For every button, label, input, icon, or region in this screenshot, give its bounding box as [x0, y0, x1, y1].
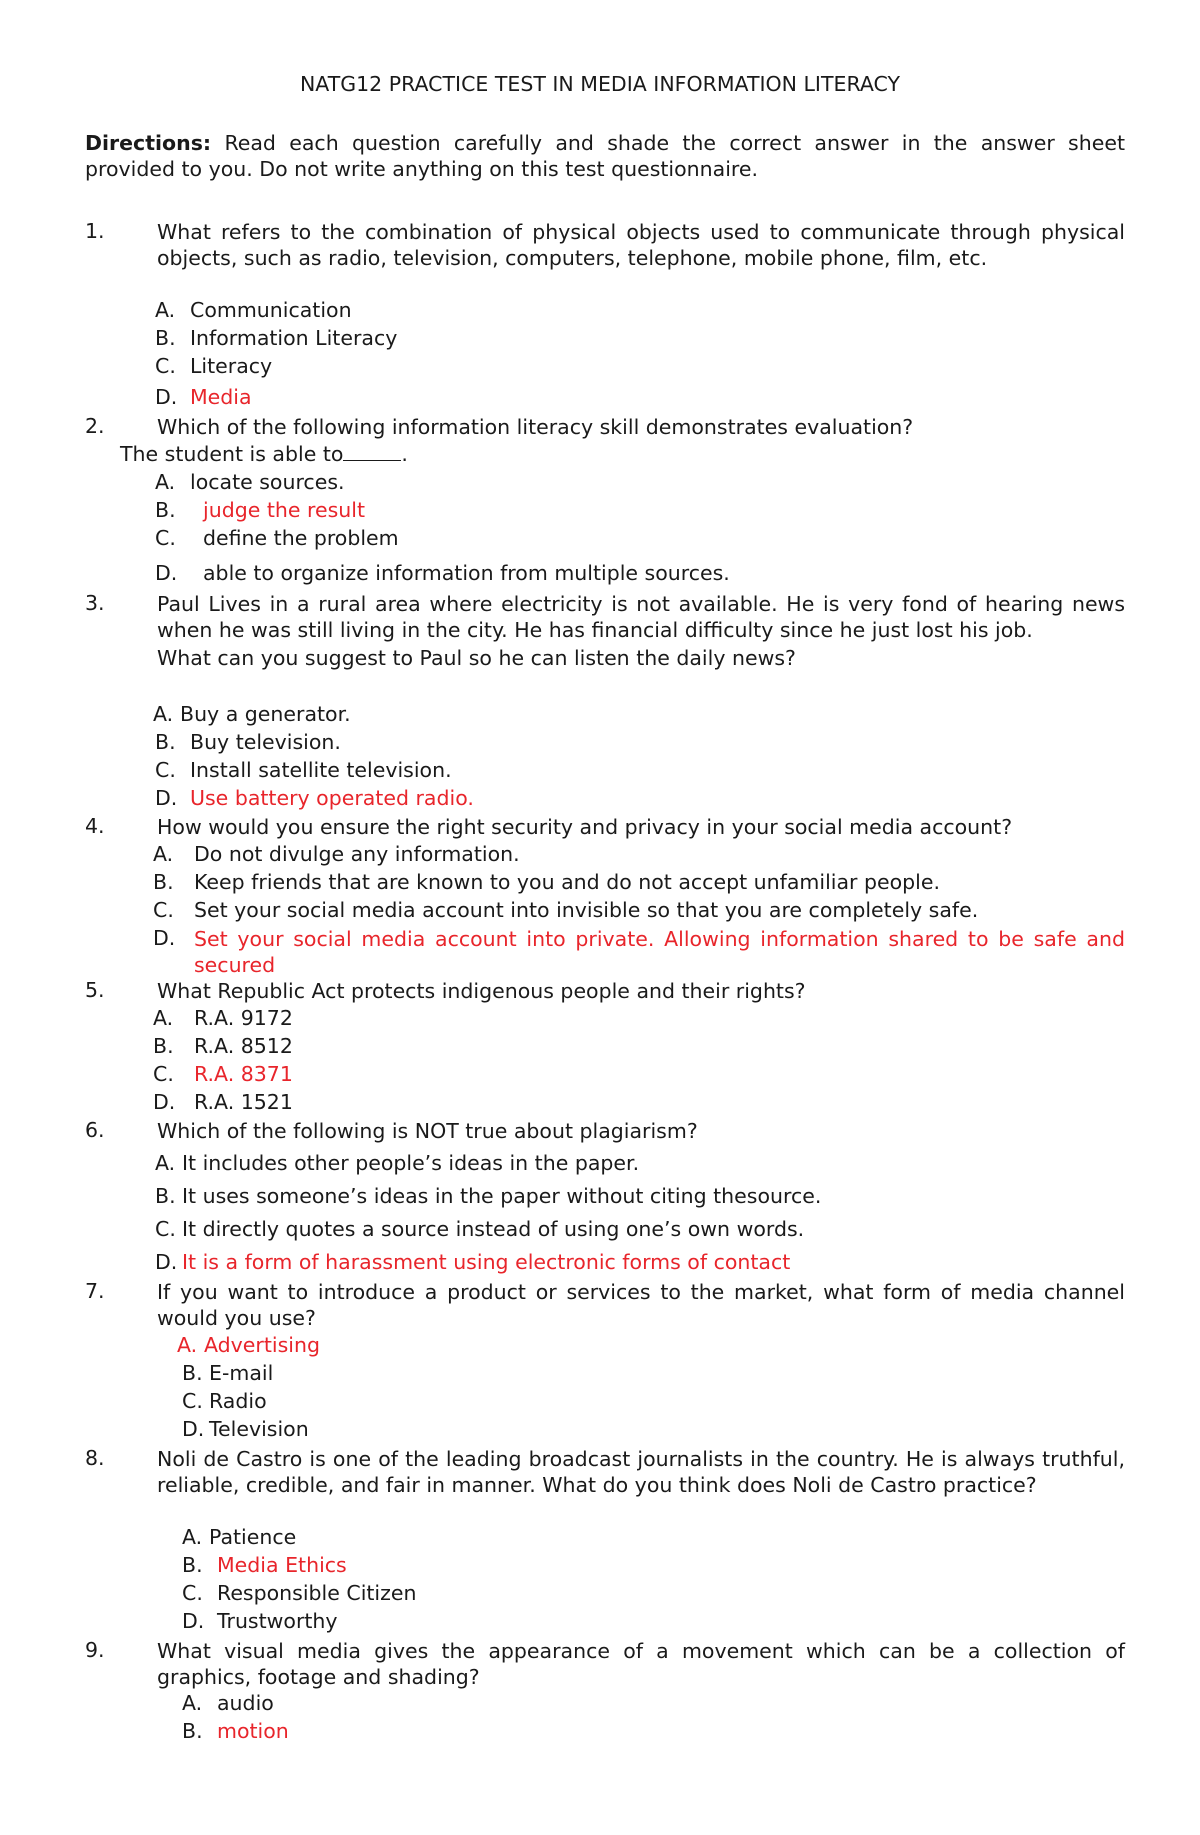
- q6-option-d: D. It is a form of harassment using electronic forms of contact: [155, 1250, 791, 1274]
- q7-option-a: A. Advertising: [177, 1333, 320, 1357]
- page-title: NATG12 PRACTICE TEST IN MEDIA INFORMATION LITERACY: [299, 72, 901, 96]
- q8-option-a: A. Patience: [182, 1525, 297, 1549]
- question-text: What visual media gives the appearance of a movement which can be a collection of graphics, footage and shading?: [157, 1639, 1125, 1689]
- question-9: [85, 1638, 1125, 1690]
- question-number: 4.: [85, 814, 105, 838]
- directions-label: Directions:: [85, 131, 212, 155]
- q1-option-c: C. Literacy: [155, 354, 273, 378]
- q7-option-d: D. Television: [182, 1417, 309, 1441]
- question-6: [85, 1118, 1125, 1144]
- q3-option-c: C. Install satellite television.: [155, 758, 452, 782]
- q1-option-d: D. Media: [155, 385, 252, 409]
- question-number: 8.: [85, 1446, 105, 1470]
- question-text: Which of the following is NOT true about plagiarism?: [157, 1119, 698, 1143]
- question-number: 5.: [85, 978, 105, 1002]
- q6-option-b: B. It uses someone’s ideas in the paper without citing thesource.: [155, 1184, 822, 1208]
- question-text: If you want to introduce a product or services to the market, what form of media channel would you use?: [157, 1280, 1125, 1330]
- q9-option-b: B. motion: [182, 1719, 289, 1743]
- q7-option-b: B. E-mail: [182, 1361, 274, 1385]
- q8-option-b: B. Media Ethics: [182, 1553, 347, 1577]
- q3-option-a: A. Buy a generator.: [153, 702, 351, 726]
- question-number: 3.: [85, 591, 105, 615]
- q4-option-b: B. Keep friends that are known to you and do not accept unfamiliar people.: [153, 870, 940, 894]
- q3-option-b: B. Buy television.: [155, 730, 341, 754]
- q5-option-c: C. R.A. 8371: [153, 1062, 293, 1086]
- q7-option-c: C. Radio: [182, 1389, 267, 1413]
- question-text: Noli de Castro is one of the leading broadcast journalists in the country. He is always truthful, reliable, credible, and fair in manner. What do you think does Noli de Castro practice?: [157, 1447, 1125, 1497]
- q2-option-b: B. judge the result: [155, 498, 365, 522]
- q6-option-a: A. It includes other people’s ideas in the paper.: [155, 1151, 640, 1175]
- question-number: 6.: [85, 1118, 105, 1142]
- q4-option-a: A. Do not divulge any information.: [153, 842, 520, 866]
- directions-text: Read each question carefully and shade the correct answer in the answer sheet provided to you. Do not write anything on this test questionnaire.: [85, 131, 1125, 181]
- q1-option-b: B. Information Literacy: [155, 326, 398, 350]
- q1-option-a: A. Communication: [155, 298, 352, 322]
- question-4: [85, 814, 1125, 840]
- question-text: Paul Lives in a rural area where electricity is not available. He is very fond of hearing news when he was still living in the city. He has financial difficulty since he just lost his job.: [157, 592, 1125, 642]
- question-1: [85, 219, 1125, 271]
- question-number: 7.: [85, 1279, 105, 1303]
- question-3: [85, 591, 1125, 671]
- question-2: [85, 414, 1125, 440]
- q9-option-a: A. audio: [182, 1691, 274, 1715]
- question-text: What refers to the combination of physical objects used to communicate through physical objects, such as radio, television, computers, telephone, mobile phone, film, etc.: [157, 220, 1125, 270]
- q4-option-d: D. Set your social media account into private. Allowing information shared to be safe and secured: [153, 926, 1125, 977]
- question-number: 9.: [85, 1638, 105, 1662]
- q2-option-d: D. able to organize information from multiple sources.: [155, 561, 730, 585]
- q6-option-c: C. It directly quotes a source instead of using one’s own words.: [155, 1217, 805, 1241]
- question-7: [85, 1279, 1125, 1331]
- q2-sub-prompt: The student is able to .: [120, 442, 408, 466]
- question-5: [85, 978, 1125, 1004]
- question-number: 1.: [85, 219, 105, 243]
- q5-option-a: A. R.A. 9172: [153, 1006, 293, 1030]
- q2-option-c: C. define the problem: [155, 526, 399, 550]
- q5-option-d: D. R.A. 1521: [153, 1090, 293, 1114]
- q8-option-d: D. Trustworthy: [182, 1609, 338, 1633]
- question-8: [85, 1446, 1125, 1498]
- question-number: 2.: [85, 414, 105, 438]
- question-text: What Republic Act protects indigenous people and their rights?: [157, 979, 806, 1003]
- question-text: Which of the following information literacy skill demonstrates evaluation?: [157, 415, 914, 439]
- question-text-2: What can you suggest to Paul so he can listen the daily news?: [157, 646, 796, 670]
- answer-blank: [343, 442, 401, 461]
- q4-option-c: C. Set your social media account into invisible so that you are completely safe.: [153, 898, 979, 922]
- directions: [85, 130, 1125, 182]
- q5-option-b: B. R.A. 8512: [153, 1034, 293, 1058]
- question-text: How would you ensure the right security and privacy in your social media account?: [157, 815, 1013, 839]
- q8-option-c: C. Responsible Citizen: [182, 1581, 417, 1605]
- q3-option-d: D. Use battery operated radio.: [155, 786, 474, 810]
- q2-option-a: A. locate sources.: [155, 470, 345, 494]
